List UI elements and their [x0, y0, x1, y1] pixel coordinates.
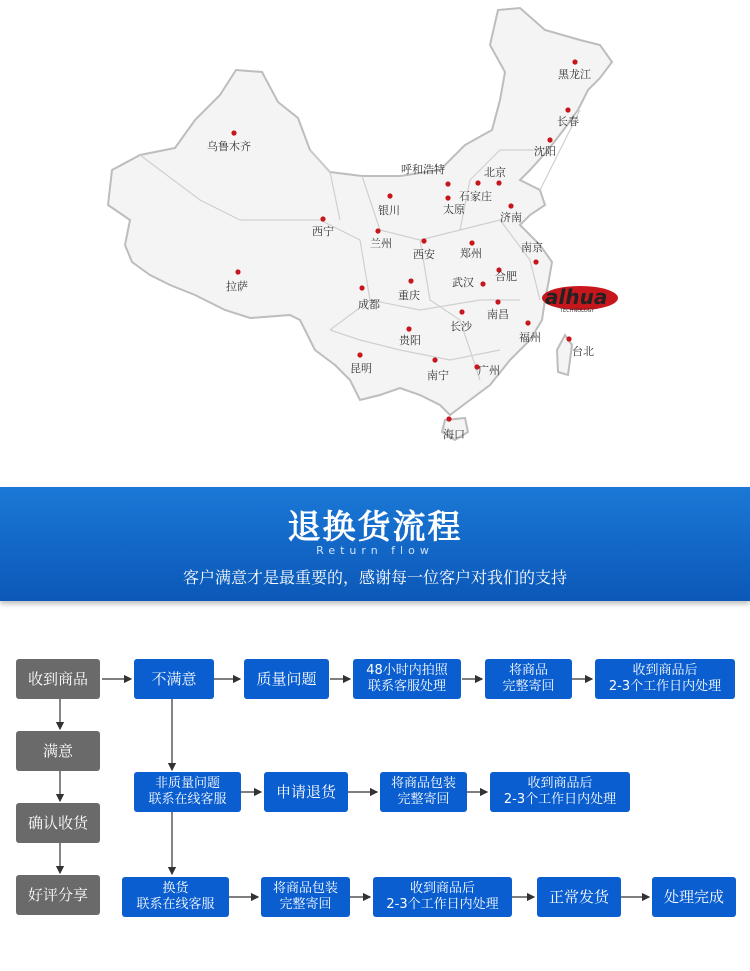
- city-label: 南宁: [427, 369, 449, 382]
- step-process-2: 收到商品后 2-3个工作日内处理: [490, 772, 630, 812]
- step-unsatisfied: 不满意: [134, 659, 214, 699]
- city-label: 长春: [557, 115, 579, 128]
- city-label: 福州: [519, 331, 541, 344]
- step-pack-send-exchange: 将商品包装 完整寄回: [261, 877, 350, 917]
- step-quality-issue: 质量问题: [244, 659, 329, 699]
- city-dot: [459, 309, 464, 314]
- city-label: 重庆: [398, 289, 420, 302]
- city-dot: [533, 259, 538, 264]
- city-dot: [359, 285, 364, 290]
- city-dot: [406, 326, 411, 331]
- city-label: 台北: [572, 345, 594, 358]
- city-dot: [495, 299, 500, 304]
- city-label: 济南: [500, 211, 522, 224]
- city-label: 石家庄: [459, 190, 492, 203]
- city-label: 兰州: [370, 237, 392, 250]
- step-process-1: 收到商品后 2-3个工作日内处理: [595, 659, 735, 699]
- city-label: 黑龙江: [558, 68, 591, 81]
- city-label: 西安: [413, 248, 435, 261]
- dahua-logo: [542, 285, 618, 314]
- city-dot: [566, 336, 571, 341]
- banner-subtitle: Return flow: [316, 544, 434, 557]
- step-received: 收到商品: [16, 659, 100, 699]
- step-photo-contact: 48小时内拍照 联系客服处理: [353, 659, 461, 699]
- city-dot: [231, 130, 236, 135]
- step-confirm-receipt: 确认收货: [16, 803, 100, 843]
- city-dot: [565, 107, 570, 112]
- city-label: 沈阳: [534, 145, 556, 158]
- city-dot: [446, 416, 451, 421]
- city-label: 银川: [378, 204, 400, 217]
- step-send-back: 将商品 完整寄回: [485, 659, 572, 699]
- step-review-share: 好评分享: [16, 875, 100, 915]
- city-label: 拉萨: [226, 280, 248, 293]
- city-dot: [235, 269, 240, 274]
- city-dot: [432, 357, 437, 362]
- city-label: 南京: [521, 241, 543, 254]
- city-dot: [496, 180, 501, 185]
- city-dot: [480, 281, 485, 286]
- city-dot: [445, 195, 450, 200]
- step-exchange: 换货 联系在线客服: [122, 877, 229, 917]
- city-dot: [320, 216, 325, 221]
- banner-text: 客户满意才是最重要的，感谢每一位客户对我们的支持: [182, 568, 567, 587]
- city-label: 北京: [484, 166, 506, 179]
- banner-title: 退换货流程: [287, 507, 463, 546]
- step-process-3: 收到商品后 2-3个工作日内处理: [373, 877, 512, 917]
- city-label: 太原: [443, 203, 465, 216]
- city-dot: [469, 240, 474, 245]
- step-apply-return: 申请退货: [264, 772, 348, 812]
- china-map: [0, 0, 750, 470]
- city-dot: [357, 352, 362, 357]
- city-dot: [508, 203, 513, 208]
- city-dot: [375, 228, 380, 233]
- city-dot: [572, 59, 577, 64]
- city-dot: [475, 180, 480, 185]
- step-non-quality: 非质量问题 联系在线客服: [134, 772, 241, 812]
- city-label: 郑州: [460, 247, 482, 260]
- logo-subtext: TECHNOLOGY: [560, 308, 595, 314]
- city-label: 广州: [478, 364, 500, 377]
- city-dot: [445, 181, 450, 186]
- city-label: 长沙: [450, 320, 472, 333]
- city-label: 南昌: [487, 308, 509, 321]
- city-label: 乌鲁木齐: [207, 140, 251, 153]
- city-dot: [408, 278, 413, 283]
- city-dot: [525, 320, 530, 325]
- city-dot: [421, 238, 426, 243]
- city-label: 海口: [443, 428, 465, 441]
- city-label: 武汉: [452, 276, 474, 289]
- return-flow-banner: [0, 487, 750, 601]
- city-label: 呼和浩特: [401, 163, 445, 176]
- step-satisfied: 满意: [16, 731, 100, 771]
- city-label: 西宁: [312, 225, 334, 238]
- city-label: 成都: [358, 298, 380, 311]
- city-dot: [547, 137, 552, 142]
- city-dot: [387, 193, 392, 198]
- step-ship: 正常发货: [537, 877, 621, 917]
- logo-text: alhua: [545, 285, 608, 309]
- step-done: 处理完成: [652, 877, 736, 917]
- step-pack-send: 将商品包装 完整寄回: [380, 772, 467, 812]
- city-label: 合肥: [495, 270, 517, 283]
- city-label: 贵阳: [399, 334, 421, 347]
- city-label: 昆明: [350, 362, 372, 375]
